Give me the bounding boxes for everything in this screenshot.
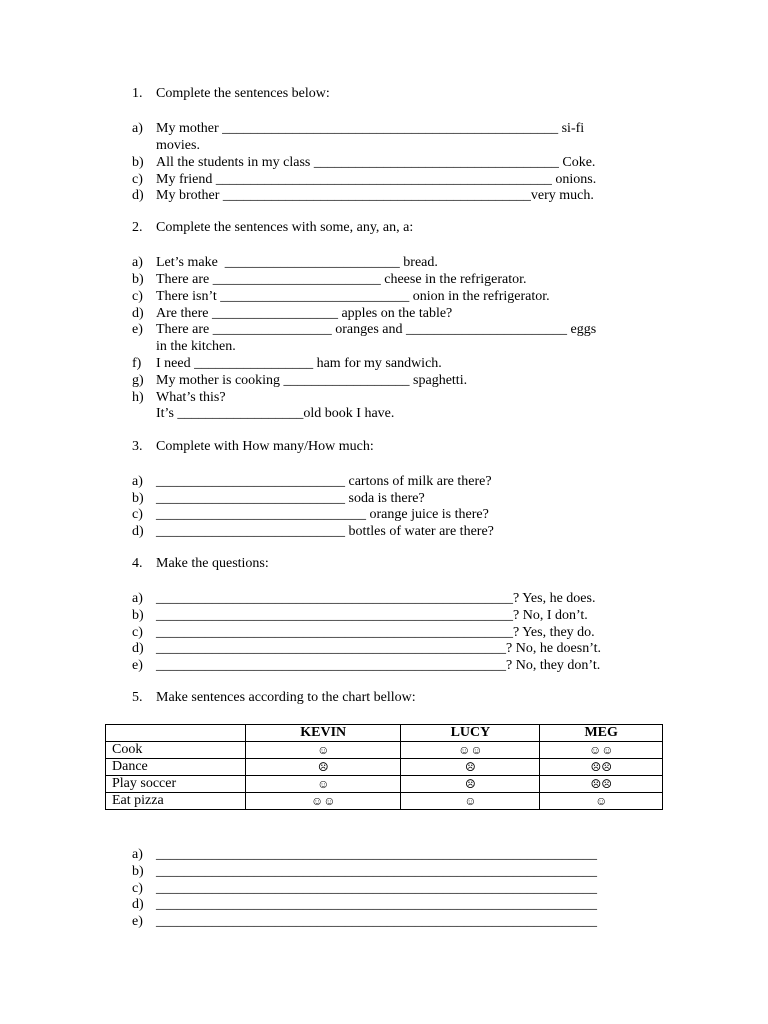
face-icon: ☹☹ [540,759,663,776]
s2-item-h-cont: It’s __________________old book I have. [156,406,395,421]
s2-item-c: c) There isn’t ___________________________ onion in the refrigerator. [132,289,550,304]
s3-item-b: b) ___________________________ soda is there? [132,491,425,506]
s2-item-b: b) There are ________________________ cheese in the refrigerator. [132,272,527,287]
face-icon: ☹ [401,776,540,793]
s2-item-g: g) My mother is cooking __________________ spaghetti. [132,373,468,388]
chart-header-lucy: LUCY [401,725,540,742]
s2-item-e: e) There are _________________ oranges and _______________________ eggs [132,322,597,337]
chart-activity: Eat pizza [106,793,246,810]
answer-line-c: c) _______________________________________________________________ [132,881,597,896]
face-icon: ☹ [401,759,540,776]
chart-header-kevin: KEVIN [246,725,401,742]
chart-row [106,759,663,776]
chart-header-empty [106,725,246,742]
section-2-title: 2. Complete the sentences with some, any, an, a: [132,220,414,235]
face-icon: ☺ [246,776,401,793]
s4-item-d: d) __________________________________________________? No, he doesn’t. [132,641,601,656]
face-icon: ☹☹ [540,776,663,793]
s1-item-a: a) My mother ________________________________________________ si-fi [132,121,585,136]
face-icon: ☺ [540,793,663,810]
s3-item-d: d) ___________________________ bottles of water are there? [132,524,494,539]
chart-row [106,793,663,810]
section-1-title: 1. Complete the sentences below: [132,86,330,101]
face-icon: ☺☺ [246,793,401,810]
s1-item-b: b) All the students in my class ___________________________________ Coke. [132,155,596,170]
chart-header-meg: MEG [540,725,663,742]
answer-line-a: a) _______________________________________________________________ [132,847,597,862]
s1-item-c: c) My friend ________________________________________________ onions. [132,172,597,187]
section-5-title: 5. Make sentences according to the chart bellow: [132,690,416,705]
s2-item-a: a) Let’s make _________________________ bread. [132,255,438,270]
s3-item-a: a) ___________________________ cartons of milk are there? [132,474,492,489]
section-3-title: 3. Complete with How many/How much: [132,439,374,454]
answer-line-b: b) _______________________________________________________________ [132,864,597,879]
s4-item-b: b) ___________________________________________________? No, I don’t. [132,608,588,623]
s4-item-e: e) __________________________________________________? No, they don’t. [132,658,601,673]
s1-item-d: d) My brother ____________________________________________very much. [132,188,594,203]
chart-header-row [106,725,663,742]
face-icon: ☺ [401,793,540,810]
chart-activity: Cook [106,742,246,759]
face-icon: ☺ [246,742,401,759]
s4-item-c: c) ___________________________________________________? Yes, they do. [132,625,595,640]
face-icon: ☹ [246,759,401,776]
s3-item-c: c) ______________________________ orange juice is there? [132,507,489,522]
chart-activity: Dance [106,759,246,776]
s2-item-e-cont: in the kitchen. [156,339,236,354]
chart-activity: Play soccer [106,776,246,793]
preferences-chart [105,724,663,810]
chart-row [106,776,663,793]
answer-line-e: e) _______________________________________________________________ [132,914,597,929]
chart-row [106,742,663,759]
section-4-title: 4. Make the questions: [132,556,269,571]
answer-line-d: d) _______________________________________________________________ [132,897,597,912]
s2-item-f: f) I need _________________ ham for my sandwich. [132,356,442,371]
face-icon: ☺☺ [401,742,540,759]
s4-item-a: a) ___________________________________________________? Yes, he does. [132,591,596,606]
s1-item-a-cont: movies. [156,138,200,153]
s2-item-h: h) What’s this? [132,390,226,405]
s2-item-d: d) Are there __________________ apples on the table? [132,306,453,321]
face-icon: ☺☺ [540,742,663,759]
